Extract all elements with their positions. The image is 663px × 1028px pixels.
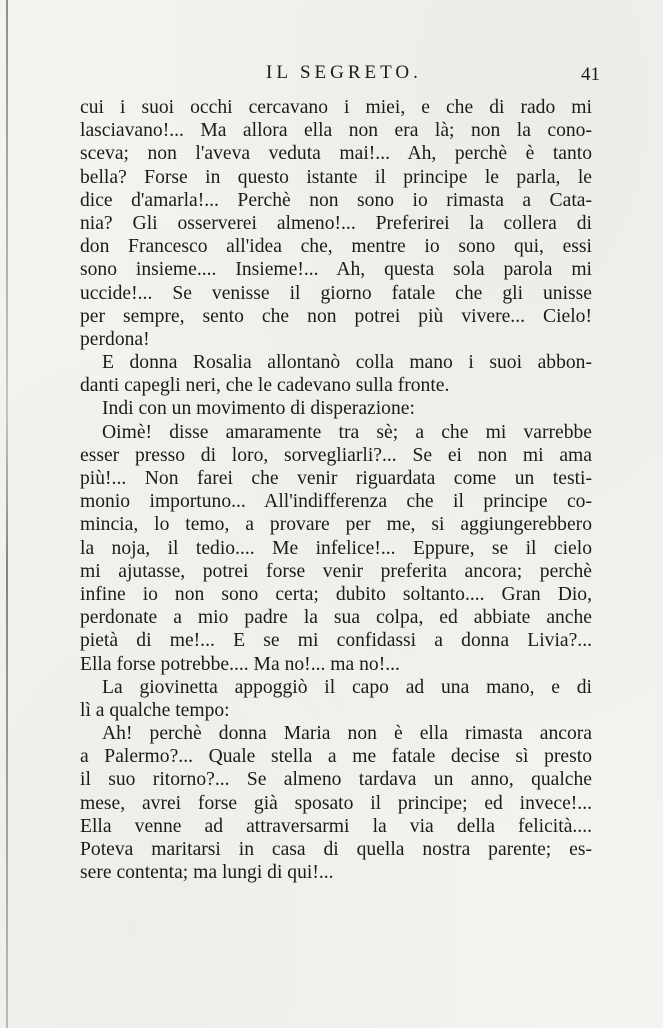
text-line: nia? Gli osserverei almeno!... Preferirei la collera di bbox=[80, 212, 592, 234]
text-line: lasciavano!... Ma allora ella non era là; non la cono- bbox=[80, 120, 592, 142]
text-line: infine io non sono certa; dubito soltanto.... Gran Dio, bbox=[80, 583, 592, 605]
text-line: E donna Rosalia allontanò colla mano i suoi abbon- bbox=[102, 352, 592, 374]
text-line: per sempre, sento che non potrei più vivere... Cielo! bbox=[80, 305, 592, 327]
text-line: Ella forse potrebbe.... Ma no!... ma no!... bbox=[80, 653, 400, 675]
text-line: Oimè! disse amaramente tra sè; a che mi varrebbe bbox=[102, 421, 592, 443]
body-text bbox=[80, 96, 592, 884]
text-line: perdonate a mio padre la sua colpa, ed abbiate anche bbox=[80, 607, 592, 629]
page-header bbox=[80, 62, 600, 92]
text-line: più!... Non farei che venir riguardata come un testi- bbox=[80, 468, 592, 489]
text-line: mi ajutasse, potrei forse venir preferita ancora; perchè bbox=[80, 560, 592, 582]
text-line: dice d'amarla!... Perchè non sono io rimasta a Cata- bbox=[80, 189, 592, 211]
text-line: mese, avrei forse già sposato il principe; ed invece!... bbox=[80, 792, 592, 814]
text-line: sceva; non l'aveva veduta mai!... Ah, perchè è tanto bbox=[80, 143, 592, 165]
text-line: esser presso di loro, sorvegliarli?... Se ei non mi ama bbox=[80, 444, 592, 466]
text-line: sono insieme.... Insieme!... Ah, questa sola parola mi bbox=[80, 259, 592, 281]
page-number: 41 bbox=[581, 64, 600, 85]
text-line: bella? Forse in questo istante il principe le parla, le bbox=[80, 166, 592, 188]
text-line: lì a qualche tempo: bbox=[80, 699, 230, 721]
text-line: La giovinetta appoggiò il capo ad una mano, e di bbox=[102, 676, 592, 698]
text-line: Poteva maritarsi in casa di quella nostra parente; es- bbox=[80, 839, 592, 860]
page-binding-edge bbox=[6, 0, 8, 1028]
text-line: a Palermo?... Quale stella a me fatale decise sì presto bbox=[80, 746, 592, 768]
text-line: perdona! bbox=[80, 328, 150, 350]
text-line: sere contenta; ma lungi di qui!... bbox=[80, 862, 334, 884]
text-line: Indi con un movimento di disperazione: bbox=[102, 398, 415, 420]
text-line: mincia, lo temo, a provare per me, si aggiungerebbero bbox=[80, 514, 592, 536]
text-line: il suo ritorno?... Se almeno tardava un anno, qualche bbox=[80, 769, 592, 791]
text-line: Ah! perchè donna Maria non è ella rimasta ancora bbox=[102, 723, 592, 745]
text-line: Ella venne ad attraversarmi la via della felicità.... bbox=[80, 815, 592, 837]
text-line: don Francesco all'idea che, mentre io sono qui, essi bbox=[80, 236, 592, 258]
running-title: IL SEGRETO. bbox=[266, 62, 422, 83]
text-line: pietà di me!... E se mi confidassi a donna Livia?... bbox=[80, 630, 592, 652]
text-line: monio importuno... All'indifferenza che il principe co- bbox=[80, 491, 592, 513]
text-line: la noja, il tedio.... Me infelice!... Eppure, se il cielo bbox=[80, 537, 592, 559]
text-line: uccide!... Se venisse il giorno fatale che gli unisse bbox=[80, 282, 592, 304]
text-line: danti capegli neri, che le cadevano sulla fronte. bbox=[80, 375, 450, 397]
text-line: cui i suoi occhi cercavano i miei, e che di rado mi bbox=[80, 97, 592, 118]
